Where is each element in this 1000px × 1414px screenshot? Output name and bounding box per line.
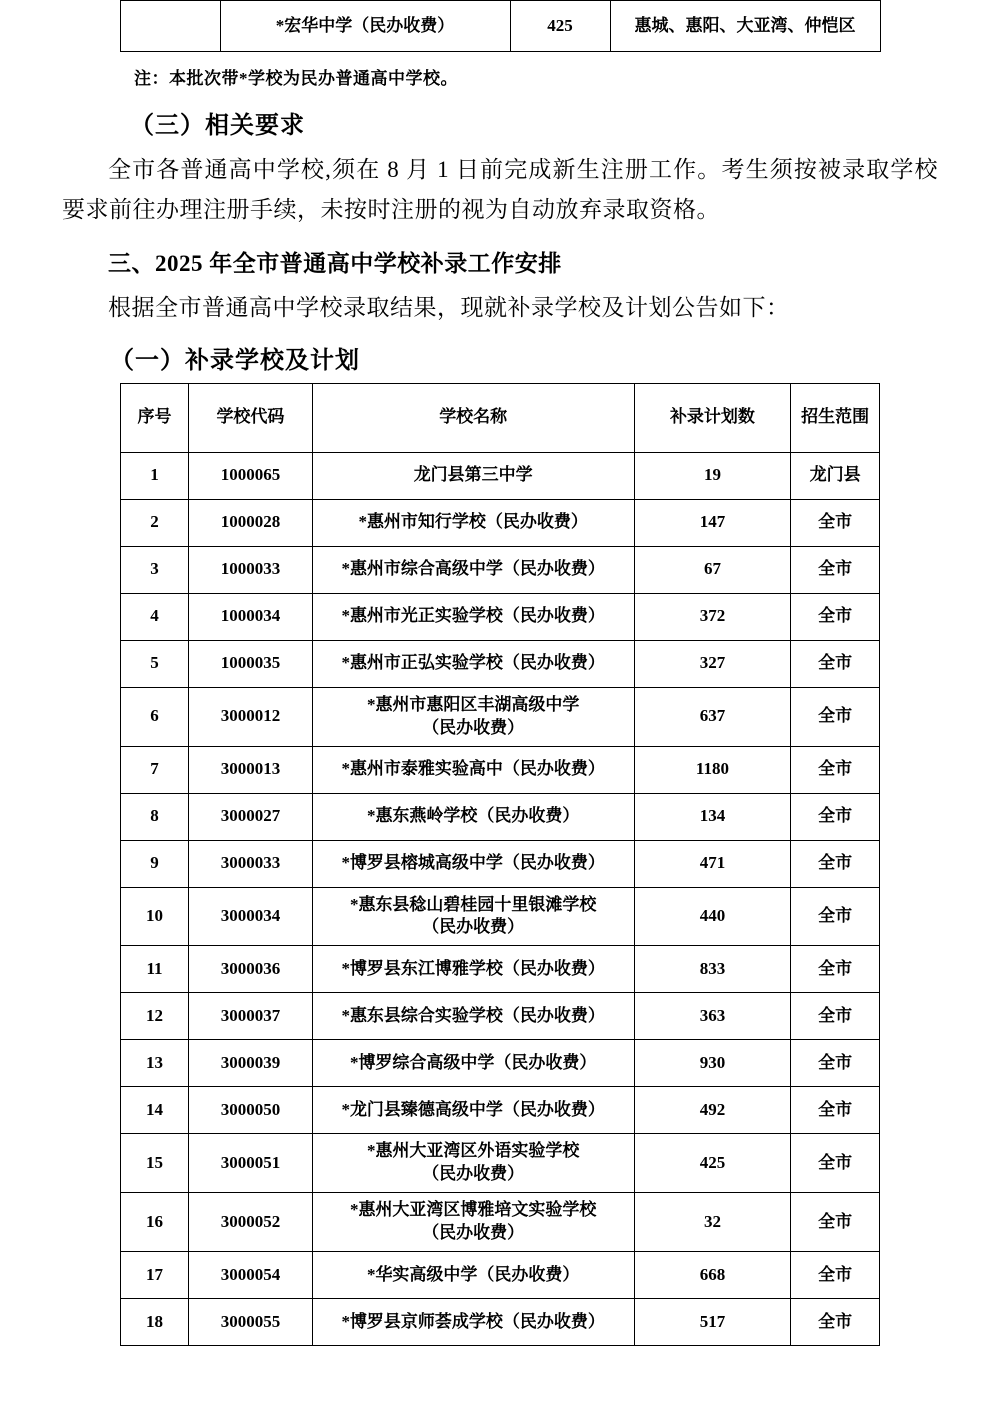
col-header-name: 学校名称 — [312, 383, 634, 452]
cell-no: 12 — [121, 993, 189, 1040]
cell-no: 8 — [121, 793, 189, 840]
cell-school-code: 3000051 — [189, 1134, 313, 1193]
table-row — [121, 1087, 880, 1134]
cell-school-code: 3000037 — [189, 993, 313, 1040]
cell-plan-count: 517 — [634, 1299, 791, 1346]
cell-school-name: *惠州市光正实验学校（民办收费） — [312, 593, 634, 640]
cell-scope: 全市 — [791, 1040, 880, 1087]
cell-school-name: *惠东县稔山碧桂园十里银滩学校 （民办收费） — [312, 887, 634, 946]
table-row — [121, 687, 880, 746]
table-note: 注：本批次带*学校为民办普通高中学校。 — [134, 69, 458, 88]
cell-school-code: 3000027 — [189, 793, 313, 840]
cell-no: 15 — [121, 1134, 189, 1193]
section-supplement-heading: 三、2025 年全市普通高中学校补录工作安排 — [108, 251, 562, 277]
cell-plan-count: 668 — [634, 1252, 791, 1299]
cell-no: 1 — [121, 452, 189, 499]
cell-school-name: *惠州市正弘实验学校（民办收费） — [312, 640, 634, 687]
table-header-row — [121, 383, 880, 452]
table-row — [121, 593, 880, 640]
cell-scope: 全市 — [791, 593, 880, 640]
cell-school-name: *惠州市综合高级中学（民办收费） — [312, 546, 634, 593]
fragment-plan: 425 — [510, 1, 610, 52]
fragment-blank-cell — [120, 1, 220, 52]
fragment-school-name: *宏华中学（民办收费） — [220, 1, 510, 52]
table-row — [121, 1252, 880, 1299]
cell-scope: 全市 — [791, 499, 880, 546]
cell-school-code: 3000036 — [189, 946, 313, 993]
table-row — [121, 1193, 880, 1252]
cell-plan-count: 363 — [634, 993, 791, 1040]
cell-scope: 全市 — [791, 1252, 880, 1299]
cell-no: 3 — [121, 546, 189, 593]
table-row — [121, 746, 880, 793]
cell-school-code: 1000035 — [189, 640, 313, 687]
cell-no: 9 — [121, 840, 189, 887]
cell-scope: 全市 — [791, 887, 880, 946]
col-header-no: 序号 — [121, 383, 189, 452]
cell-plan-count: 471 — [634, 840, 791, 887]
cell-school-code: 3000039 — [189, 1040, 313, 1087]
table-row — [120, 1, 880, 52]
cell-plan-count: 67 — [634, 546, 791, 593]
table-row — [121, 452, 880, 499]
cell-school-code: 3000034 — [189, 887, 313, 946]
cell-school-code: 3000050 — [189, 1087, 313, 1134]
cell-plan-count: 637 — [634, 687, 791, 746]
cell-no: 5 — [121, 640, 189, 687]
cell-scope: 全市 — [791, 993, 880, 1040]
cell-school-name: *惠州大亚湾区外语实验学校 （民办收费） — [312, 1134, 634, 1193]
cell-school-code: 3000054 — [189, 1252, 313, 1299]
section-three-heading: （三）相关要求 — [130, 113, 305, 139]
cell-plan-count: 425 — [634, 1134, 791, 1193]
cell-no: 2 — [121, 499, 189, 546]
cell-no: 13 — [121, 1040, 189, 1087]
cell-scope: 全市 — [791, 746, 880, 793]
cell-no: 18 — [121, 1299, 189, 1346]
section-supplement-subheading: （一）补录学校及计划 — [110, 347, 360, 374]
table-row — [121, 840, 880, 887]
cell-school-code: 1000065 — [189, 452, 313, 499]
cell-plan-count: 440 — [634, 887, 791, 946]
cell-school-name: *华实高级中学（民办收费） — [312, 1252, 634, 1299]
table-row — [121, 1040, 880, 1087]
cell-scope: 全市 — [791, 1193, 880, 1252]
cell-school-code: 1000028 — [189, 499, 313, 546]
cell-scope: 全市 — [791, 546, 880, 593]
cell-scope: 全市 — [791, 840, 880, 887]
table-row — [121, 946, 880, 993]
cell-plan-count: 1180 — [634, 746, 791, 793]
table-row — [121, 887, 880, 946]
cell-plan-count: 134 — [634, 793, 791, 840]
cell-plan-count: 147 — [634, 499, 791, 546]
cell-school-code: 3000013 — [189, 746, 313, 793]
cell-school-code: 1000033 — [189, 546, 313, 593]
cell-scope: 全市 — [791, 1299, 880, 1346]
cell-no: 7 — [121, 746, 189, 793]
table-row — [121, 499, 880, 546]
cell-school-name: *博罗县榕城高级中学（民办收费） — [312, 840, 634, 887]
cell-school-name: *惠东县综合实验学校（民办收费） — [312, 993, 634, 1040]
cell-scope: 全市 — [791, 946, 880, 993]
cell-plan-count: 492 — [634, 1087, 791, 1134]
cell-school-name: *惠州市泰雅实验高中（民办收费） — [312, 746, 634, 793]
col-header-scope: 招生范围 — [791, 383, 880, 452]
table-row — [121, 793, 880, 840]
supplementary-admission-table — [120, 383, 880, 1347]
cell-no: 17 — [121, 1252, 189, 1299]
cell-school-name: *博罗综合高级中学（民办收费） — [312, 1040, 634, 1087]
table-row — [121, 993, 880, 1040]
cell-scope: 全市 — [791, 793, 880, 840]
cell-plan-count: 32 — [634, 1193, 791, 1252]
cell-school-name: *博罗县东江博雅学校（民办收费） — [312, 946, 634, 993]
cell-school-name: *惠东燕岭学校（民办收费） — [312, 793, 634, 840]
cell-school-code: 3000033 — [189, 840, 313, 887]
cell-school-code: 1000034 — [189, 593, 313, 640]
cell-school-name: 龙门县第三中学 — [312, 452, 634, 499]
cell-plan-count: 327 — [634, 640, 791, 687]
table-row — [121, 1134, 880, 1193]
cell-scope: 全市 — [791, 640, 880, 687]
cell-school-code: 3000055 — [189, 1299, 313, 1346]
cell-school-name: *惠州市惠阳区丰湖高级中学 （民办收费） — [312, 687, 634, 746]
table-row — [121, 640, 880, 687]
table-row — [121, 546, 880, 593]
cell-school-name: *惠州市知行学校（民办收费） — [312, 499, 634, 546]
cell-scope: 全市 — [791, 687, 880, 746]
cell-no: 6 — [121, 687, 189, 746]
section-three-paragraph: 全市各普通高中学校,须在 8 月 1 日前完成新生注册工作。考生须按被录取学校要求前往办理注册手续，未按时注册的视为自动放弃录取资格。 — [62, 157, 938, 222]
section-supplement-paragraph: 根据全市普通高中学校录取结果，现就补录学校及计划公告如下： — [108, 295, 790, 321]
table-row — [121, 1299, 880, 1346]
cell-scope: 龙门县 — [791, 452, 880, 499]
cell-plan-count: 833 — [634, 946, 791, 993]
col-header-code: 学校代码 — [189, 383, 313, 452]
cell-scope: 全市 — [791, 1134, 880, 1193]
cell-scope: 全市 — [791, 1087, 880, 1134]
cell-no: 14 — [121, 1087, 189, 1134]
cell-no: 16 — [121, 1193, 189, 1252]
cell-no: 4 — [121, 593, 189, 640]
cell-no: 11 — [121, 946, 189, 993]
cell-school-code: 3000052 — [189, 1193, 313, 1252]
cell-school-name: *惠州大亚湾区博雅培文实验学校 （民办收费） — [312, 1193, 634, 1252]
cell-plan-count: 372 — [634, 593, 791, 640]
fragment-scope: 惠城、惠阳、大亚湾、仲恺区 — [610, 1, 880, 52]
cell-school-name: *博罗县京师荟成学校（民办收费） — [312, 1299, 634, 1346]
cell-no: 10 — [121, 887, 189, 946]
cell-plan-count: 930 — [634, 1040, 791, 1087]
cell-school-name: *龙门县臻德高级中学（民办收费） — [312, 1087, 634, 1134]
previous-table-fragment — [120, 0, 881, 52]
cell-plan-count: 19 — [634, 452, 791, 499]
col-header-plan: 补录计划数 — [634, 383, 791, 452]
cell-school-code: 3000012 — [189, 687, 313, 746]
